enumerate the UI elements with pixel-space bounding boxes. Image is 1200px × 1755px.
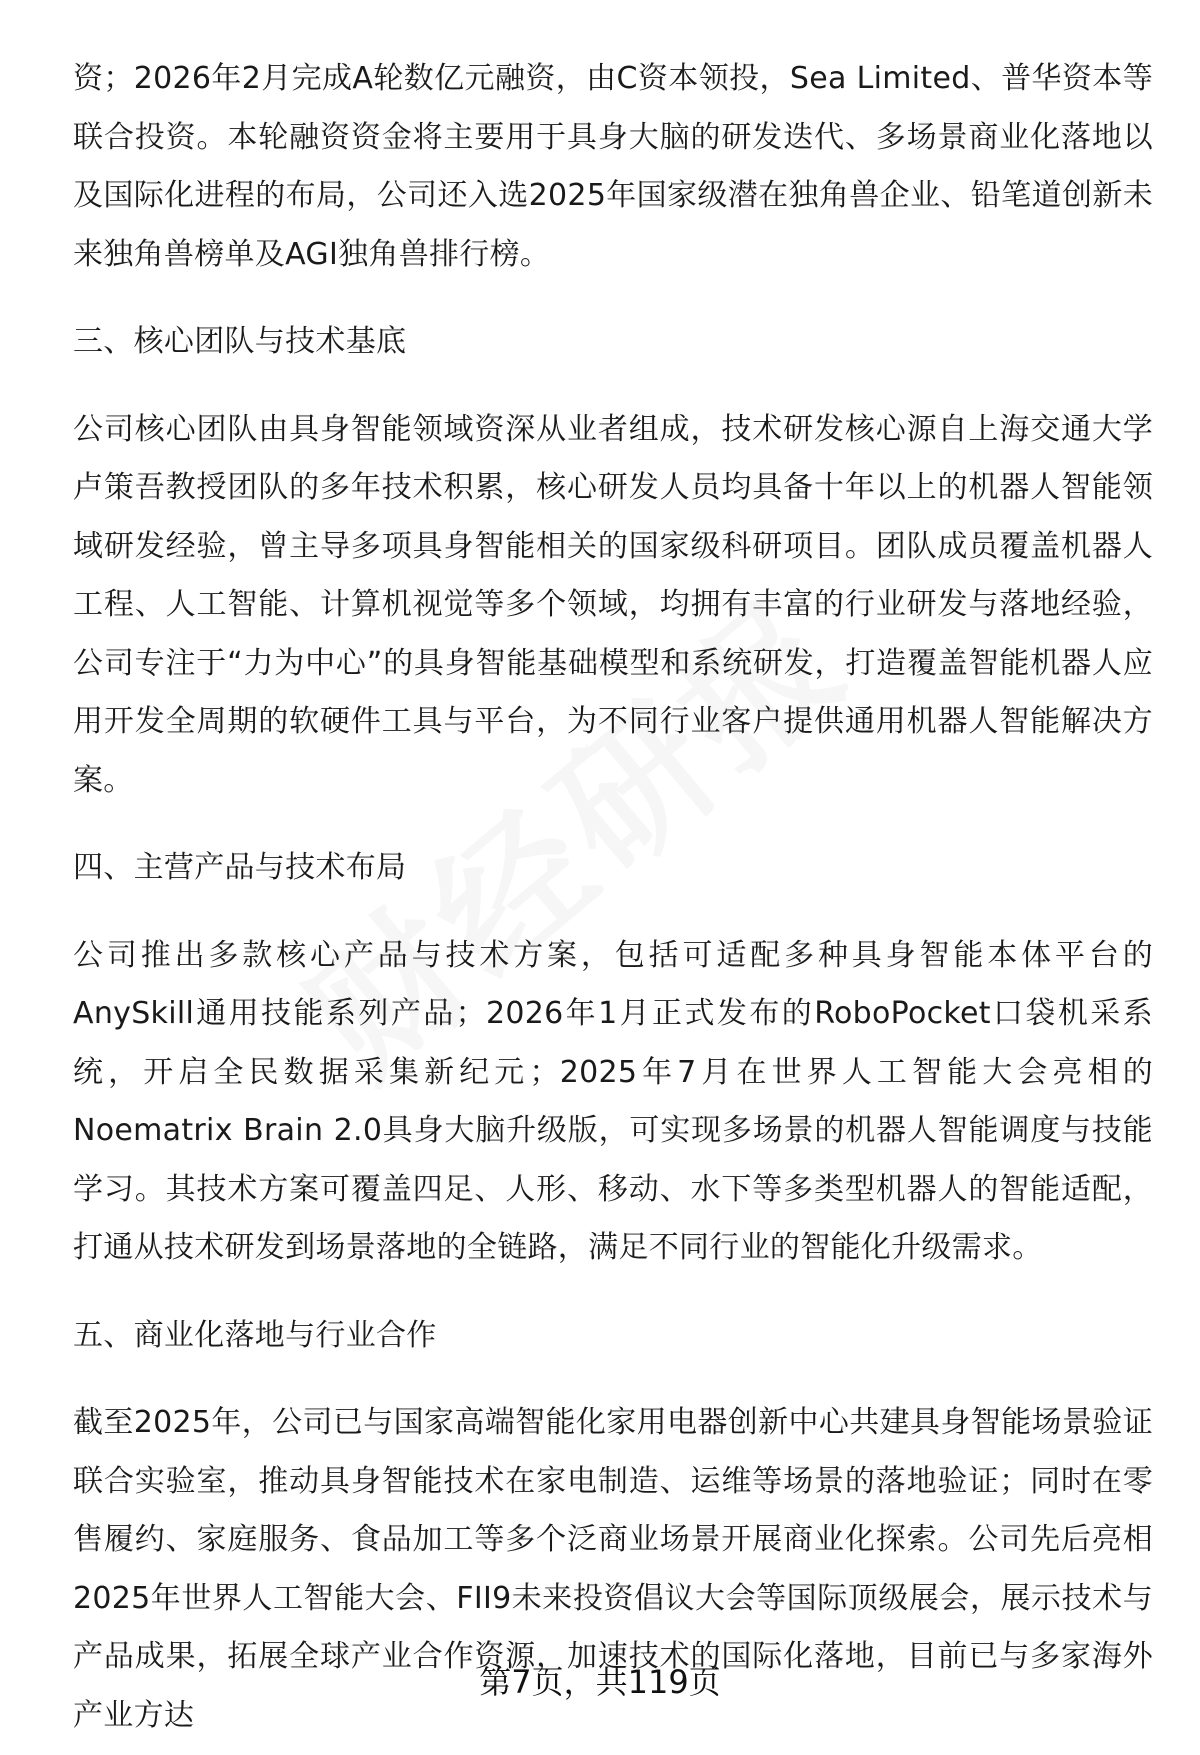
intro-paragraph: 资；2026年2月完成A轮数亿元融资，由C资本领投，Sea Limited、普华资本等联合投资。本轮融资资金将主要用于具身大脑的研发迭代、多场景商业化落地以及国际化进程的布局，公司还入选2025年国家级潜在独角兽企业、铅笔道创新未来独角兽榜单及AGI独角兽排行榜。: [73, 61, 1153, 272]
page-indicator: 第7页，共119页: [479, 1663, 721, 1701]
section-heading-products: 四、主营产品与技术布局: [73, 850, 407, 885]
section-body-team: 公司核心团队由具身智能领域资深从业者组成，技术研发核心源自上海交通大学卢策吾教授团队的多年技术积累，核心研发人员均具备十年以上的机器人智能领域研发经验，曾主导多项具身智能相关的国家级科研项目。团队成员覆盖机器人工程、人工智能、计算机视觉等多个领域，均拥有丰富的行业研发与落地经验，公司专注于“力为中心”的具身智能基础模型和系统研发，打造覆盖智能机器人应用开发全周期的软硬件工具与平台，为不同行业客户提供通用机器人智能解决方案。: [73, 411, 1153, 798]
document-body: [73, 50, 1153, 1745]
section-heading-commercial: 五、商业化落地与行业合作: [73, 1317, 437, 1353]
section-body-commercial: 截至2025年，公司已与国家高端智能化家用电器创新中心共建具身智能场景验证联合实验室，推动具身智能技术在家电制造、运维等场景的落地验证；同时在零售履约、家庭服务、食品加工等多个泛商业场景开展商业化探索。公司先后亮相2025年世界人工智能大会、FII9未来投资倡议大会等国际顶级展会，展示技术与产品成果，拓展全球产业合作资源，加速技术的国际化落地，目前已与多家海外产业方达: [73, 1405, 1153, 1733]
section-heading-team: 三、核心团队与技术基底: [73, 324, 407, 359]
section-body-products: 公司推出多款核心产品与技术方案，包括可适配多种具身智能本体平台的AnySkill通用技能系列产品；2026年1月正式发布的RoboPocket口袋机采系统，开启全民数据采集新纪元；2025年7月在世界人工智能大会亮相的Noematrix Brain 2.0具身大脑升级版，可实现多场景的机器人智能调度与技能学习。其技术方案可覆盖四足、人形、移动、水下等多类型机器人的智能适配，打通从技术研发到场景落地的全链路，满足不同行业的智能化升级需求。: [73, 937, 1153, 1265]
